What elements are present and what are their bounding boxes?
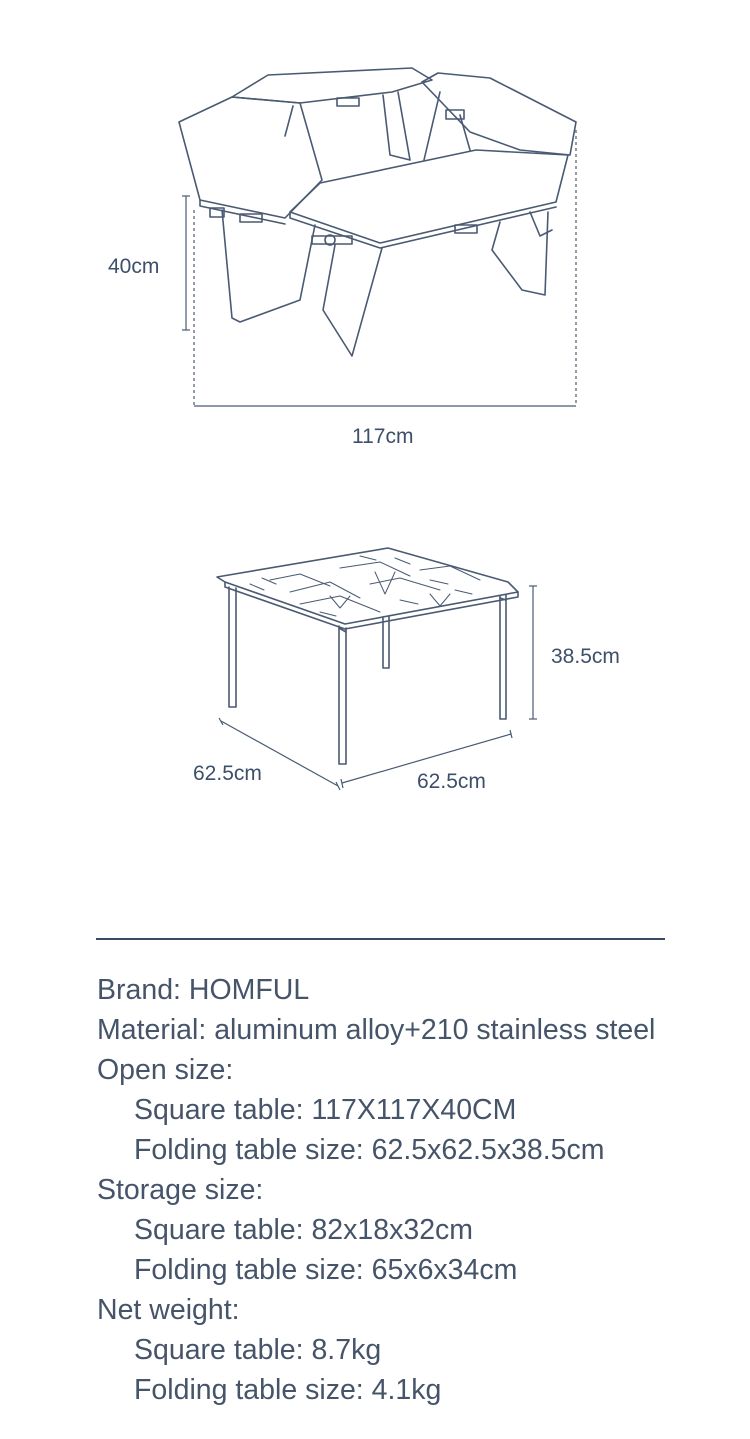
spec-weight-folding: Folding table size: 4.1kg bbox=[134, 1374, 442, 1406]
folding-width-label: 62.5cm bbox=[417, 770, 486, 793]
spec-brand: Brand: HOMFUL bbox=[97, 974, 310, 1006]
spec-storage-heading: Storage size: bbox=[97, 1174, 264, 1206]
folding-leg bbox=[229, 587, 236, 707]
folding-table-top bbox=[217, 548, 518, 624]
front-leg bbox=[323, 245, 382, 356]
back-leg bbox=[424, 92, 440, 160]
spec-material: Material: aluminum alloy+210 stainless steel bbox=[97, 1014, 656, 1046]
folding-depth-label: 62.5cm bbox=[193, 762, 262, 785]
spec-storage-folding: Folding table size: 65x6x34cm bbox=[134, 1254, 518, 1286]
spec-weight-heading: Net weight: bbox=[97, 1294, 240, 1326]
section-divider bbox=[96, 938, 665, 940]
folding-table-diagram bbox=[0, 520, 750, 820]
folding-leg bbox=[383, 617, 389, 668]
spec-open-size-heading: Open size: bbox=[97, 1054, 234, 1086]
spec-open-folding: Folding table size: 62.5x62.5x38.5cm bbox=[134, 1134, 605, 1166]
left-leg bbox=[222, 210, 315, 322]
right-leg bbox=[492, 212, 548, 295]
back-leg bbox=[383, 92, 410, 160]
spec-open-square: Square table: 117X117X40CM bbox=[134, 1094, 517, 1126]
open-width-label: 117cm bbox=[352, 425, 414, 448]
open-height-label: 40cm bbox=[108, 255, 160, 278]
back-panel bbox=[232, 68, 432, 103]
right-panel bbox=[422, 73, 576, 155]
back-leg bbox=[460, 115, 470, 150]
back-leg bbox=[285, 106, 293, 136]
folding-leg bbox=[500, 595, 506, 719]
spec-list bbox=[97, 970, 730, 1410]
folding-height-label: 38.5cm bbox=[551, 645, 620, 668]
front-panel bbox=[290, 150, 568, 243]
open-table-diagram bbox=[0, 0, 750, 470]
folding-leg bbox=[339, 626, 346, 764]
spec-storage-square: Square table: 82x18x32cm bbox=[134, 1214, 474, 1246]
spec-weight-square: Square table: 8.7kg bbox=[134, 1334, 382, 1366]
